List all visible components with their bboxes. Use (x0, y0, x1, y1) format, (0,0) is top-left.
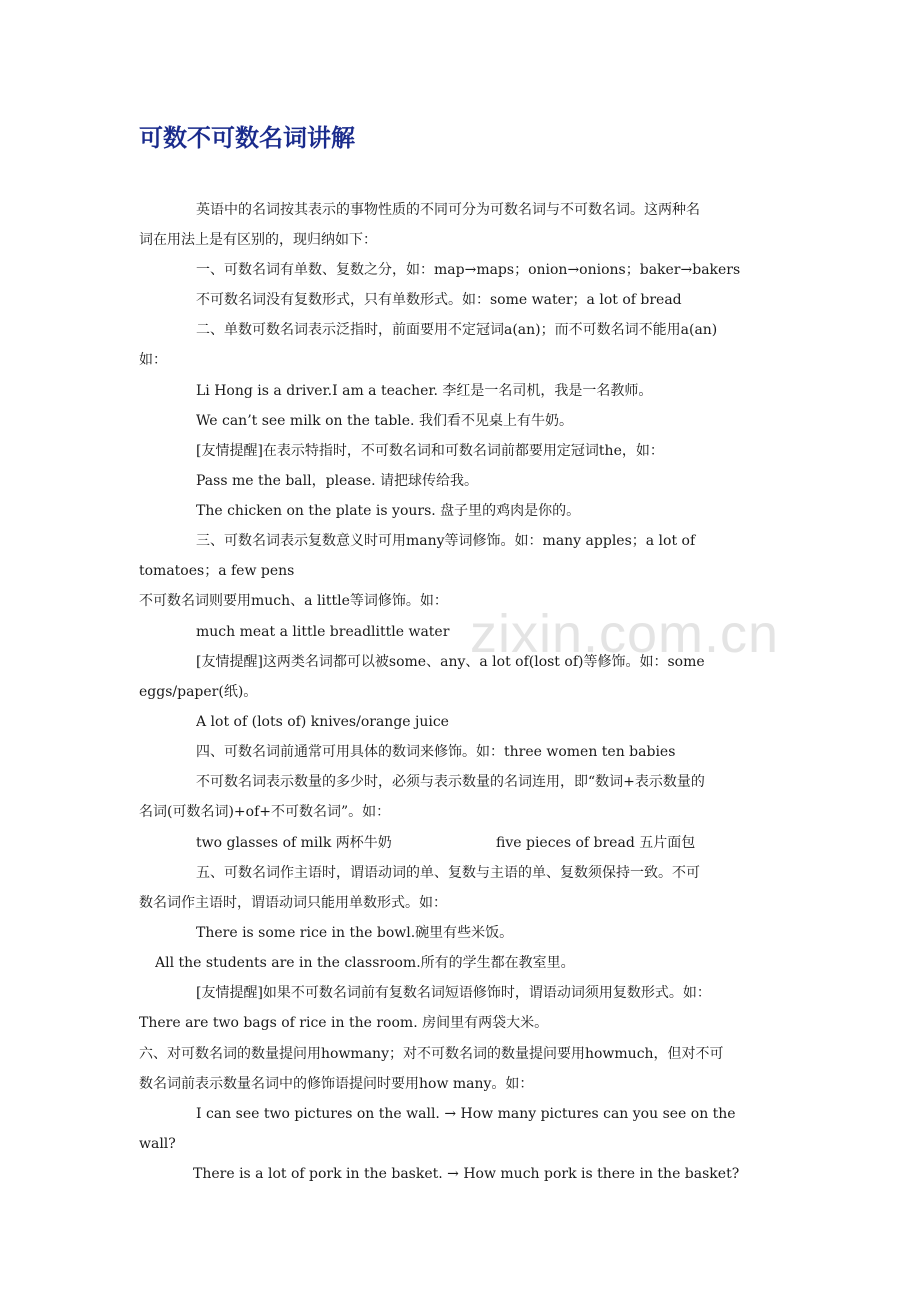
text-line: 不可数名词没有复数形式，只有单数形式。如：some water；a lot of bread (196, 292, 682, 308)
text-line: All the students are in the classroom.所有的学生都在教室里。 (155, 955, 575, 971)
text-line: The chicken on the plate is yours. 盘子里的鸡肉是你的。 (196, 503, 581, 519)
text-line: 一、可数名词有单数、复数之分，如：map→maps；onion→onions；baker→bakers (196, 262, 741, 278)
text-line: 数名词前表示数量名词中的修饰语提问时要用how many。如： (139, 1076, 534, 1092)
text-line: much meat a little breadlittle water (196, 624, 450, 640)
text-line: 如： (139, 352, 167, 368)
text-line: two glasses of milk 两杯牛奶 (196, 835, 392, 851)
text-line: 不可数名词表示数量的多少时，必须与表示数量的名词连用，即“数词+表示数量的 (196, 774, 705, 790)
text-line: I can see two pictures on the wall. → How many pictures can you see on the (196, 1106, 736, 1122)
text-line: [友情提醒]在表示特指时，不可数名词和可数名词前都要用定冠词the，如： (196, 443, 664, 459)
text-line: 不可数名词则要用much、a little等词修饰。如： (139, 593, 448, 609)
text-line: eggs/paper(纸)。 (139, 684, 258, 700)
text-line: 三、可数名词表示复数意义时可用many等词修饰。如：many apples；a lot of (196, 533, 696, 549)
text-line: 英语中的名词按其表示的事物性质的不同可分为可数名词与不可数名词。这两种名 (196, 202, 700, 218)
text-line: 词在用法上是有区别的，现归纳如下： (139, 232, 377, 248)
text-line: five pieces of bread 五片面包 (496, 835, 696, 851)
text-line: tomatoes；a few pens (139, 563, 295, 579)
text-line: [友情提醒]这两类名词都可以被some、any、a lot of(lost of)等修饰。如：some (196, 654, 705, 670)
text-line: We can’t see milk on the table. 我们看不见桌上有牛奶。 (196, 413, 573, 429)
text-line: [友情提醒]如果不可数名词前有复数名词短语修饰时，谓语动词须用复数形式。如： (196, 985, 711, 1001)
text-line: There is a lot of pork in the basket. → How much pork is there in the basket? (193, 1166, 740, 1182)
text-line: 五、可数名词作主语时，谓语动词的单、复数与主语的单、复数须保持一致。不可 (196, 865, 700, 881)
text-line: Li Hong is a driver.I am a teacher. 李红是一名司机，我是一名教师。 (196, 383, 653, 399)
text-line: 六、对可数名词的数量提问用howmany；对不可数名词的数量提问要用howmuch，但对不可 (139, 1046, 724, 1062)
text-line: 四、可数名词前通常可用具体的数词来修饰。如：three women ten babies (196, 744, 676, 760)
text-line: 数名词作主语时，谓语动词只能用单数形式。如： (139, 895, 447, 911)
watermark: zixin.com.cn (470, 604, 780, 664)
text-line: wall? (139, 1136, 176, 1152)
text-line: There is some rice in the bowl.碗里有些米饭。 (196, 925, 514, 941)
document-title: 可数不可数名词讲解 (139, 123, 355, 152)
text-line: Pass me the ball，please. 请把球传给我。 (196, 473, 479, 489)
text-line: There are two bags of rice in the room. 房间里有两袋大米。 (139, 1015, 549, 1031)
text-line: 二、单数可数名词表示泛指时，前面要用不定冠词a(an)；而不可数名词不能用a(an) (196, 322, 718, 338)
text-line: 名词(可数名词)+of+不可数名词”。如： (139, 804, 391, 820)
text-line: A lot of (lots of) knives/orange juice (196, 714, 449, 730)
